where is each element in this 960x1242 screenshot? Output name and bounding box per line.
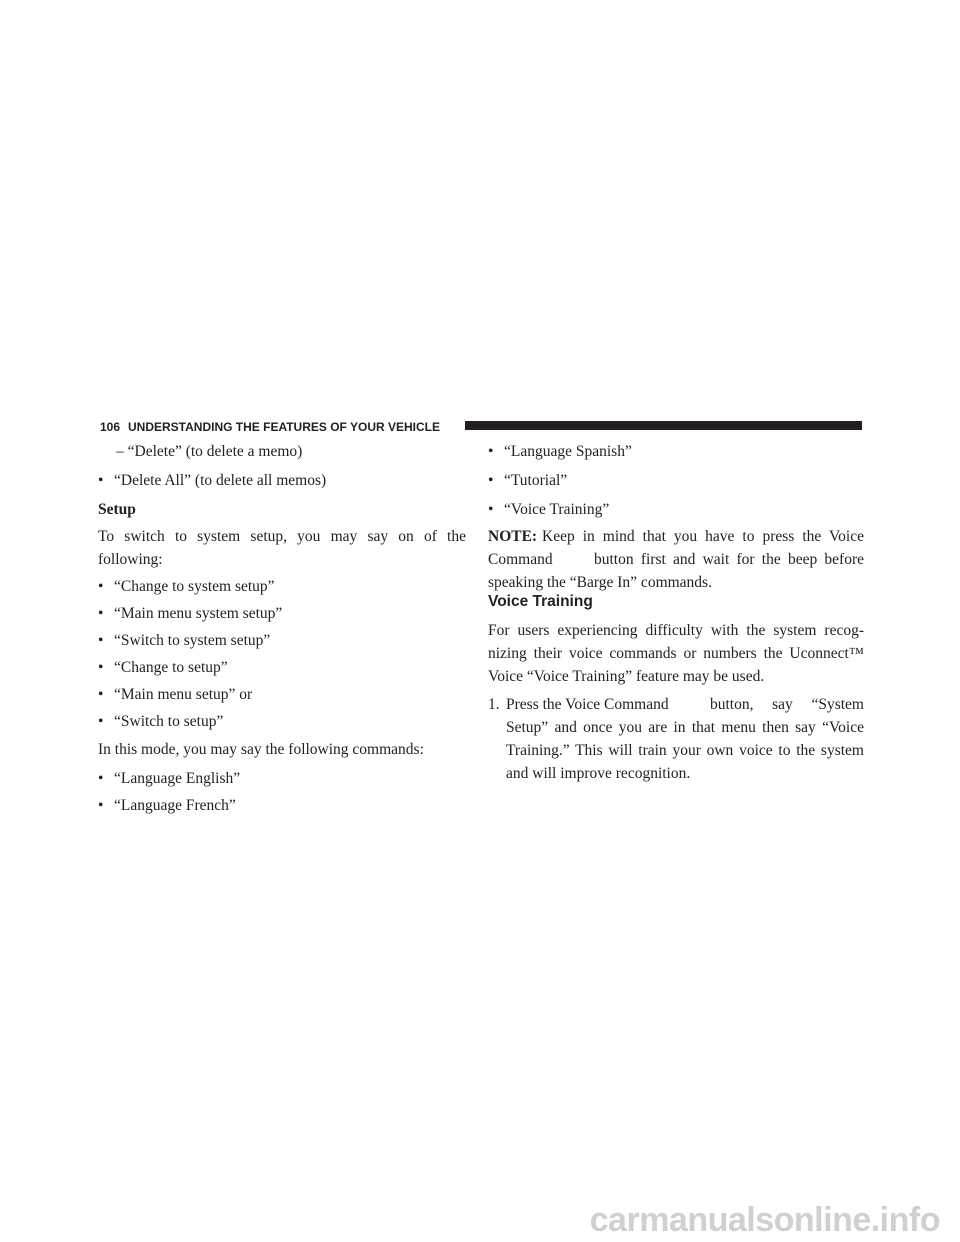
bullet-icon: • xyxy=(488,472,494,489)
step-text xyxy=(506,693,864,785)
step-number: 1. xyxy=(488,696,500,713)
language-command: “Tutorial” xyxy=(504,472,568,489)
watermark: carmanualsonline.info xyxy=(589,1201,940,1239)
bullet-icon: • xyxy=(98,578,104,595)
page-number: 106 xyxy=(100,420,121,434)
vt-line: Voice “Voice Training” feature may be used. xyxy=(488,668,765,685)
voice-training-paragraph xyxy=(488,619,864,688)
step-line xyxy=(506,716,864,739)
setup-command: “Main menu system setup” xyxy=(114,605,283,622)
note-line xyxy=(488,548,864,571)
bullet-icon: • xyxy=(98,770,104,787)
setup-intro-line: To switch to system setup, you may say on of the xyxy=(98,528,466,545)
step-line xyxy=(506,693,864,716)
setup-intro-line: following: xyxy=(98,551,163,568)
header-rule xyxy=(465,421,862,430)
bullet-icon: • xyxy=(98,686,104,703)
step-line: Training.” This will train your own voice to the system xyxy=(506,742,864,759)
vt-line: nizing their voice commands or numbers the Uconnect™ xyxy=(488,645,864,662)
setup-intro xyxy=(98,525,466,571)
note-paragraph xyxy=(488,525,864,594)
bullet-icon: • xyxy=(98,632,104,649)
note-text: Command xyxy=(488,551,553,568)
bullet-delete-all: “Delete All” (to delete all memos) xyxy=(114,472,327,489)
setup-command: “Main menu setup” or xyxy=(114,686,253,703)
step-text-segment: Setup” and once you are in that menu then say “Voice xyxy=(506,719,864,736)
vt-line: For users experiencing difficulty with the system recog- xyxy=(488,622,864,639)
setup-command: “Switch to system setup” xyxy=(114,632,271,649)
step-text-segment: button, say “System xyxy=(710,696,864,713)
note-text: button first and wait for the beep before xyxy=(594,551,864,568)
language-command: “Voice Training” xyxy=(504,501,610,518)
bullet-icon: • xyxy=(98,713,104,730)
bullet-icon: • xyxy=(488,443,494,460)
bullet-icon: • xyxy=(98,605,104,622)
setup-command: “Change to system setup” xyxy=(114,578,275,595)
voice-training-heading: Voice Training xyxy=(488,593,593,610)
setup-command: “Switch to setup” xyxy=(114,713,224,730)
dash-item-delete: – “Delete” (to delete a memo) xyxy=(116,443,303,460)
language-command: “Language French” xyxy=(114,797,236,814)
bullet-icon: • xyxy=(98,659,104,676)
mode-intro: In this mode, you may say the following commands: xyxy=(98,741,424,758)
setup-heading: Setup xyxy=(98,501,136,518)
setup-command: “Change to setup” xyxy=(114,659,228,676)
note-text: Keep in mind that you have to press the Voice xyxy=(542,528,864,545)
bullet-icon: • xyxy=(488,501,494,518)
page-header xyxy=(98,416,862,438)
bullet-icon: • xyxy=(98,797,104,814)
step-text-segment: Press the Voice Command xyxy=(506,696,669,713)
numbered-step xyxy=(488,693,864,785)
note-line: speaking the “Barge In” commands. xyxy=(488,574,712,591)
language-command: “Language Spanish” xyxy=(504,443,632,460)
bullet-icon: • xyxy=(98,472,104,489)
step-line: and will improve recognition. xyxy=(506,765,691,782)
section-title: UNDERSTANDING THE FEATURES OF YOUR VEHICLE xyxy=(128,420,441,434)
note-line xyxy=(488,525,864,548)
language-command: “Language English” xyxy=(114,770,241,787)
note-label: NOTE: xyxy=(488,528,538,545)
